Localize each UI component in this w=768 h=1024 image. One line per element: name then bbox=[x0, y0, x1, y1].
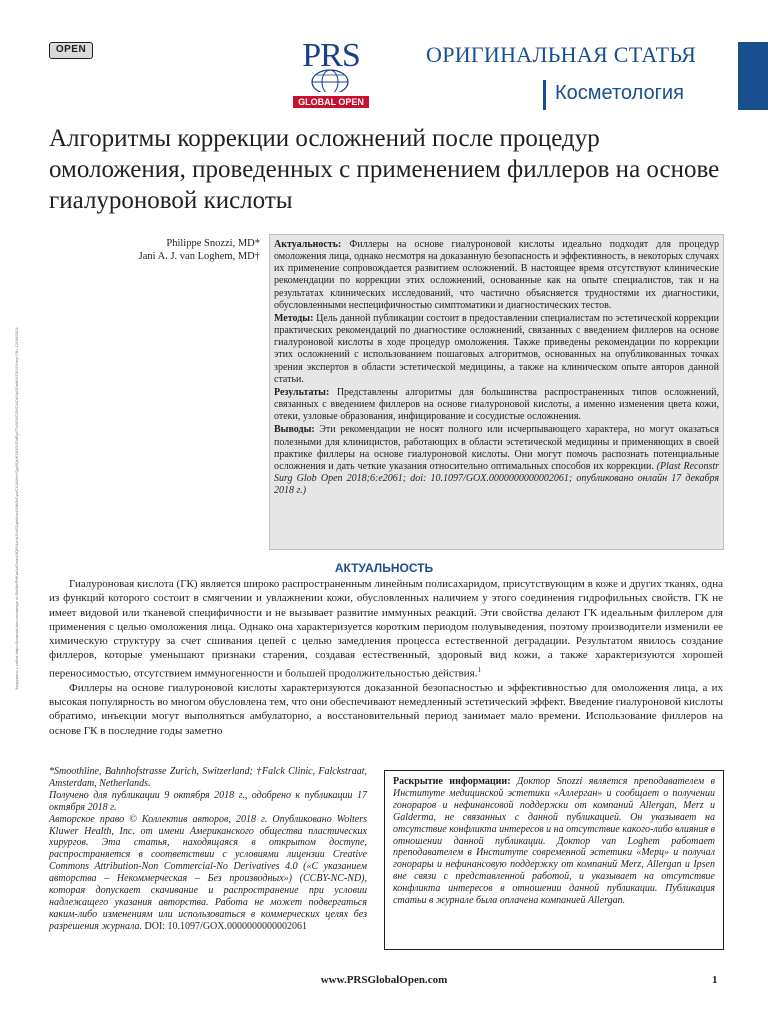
author-name: Jani A. J. van Loghem, MD† bbox=[138, 251, 260, 262]
affiliations: *Smoothline, Bahnhofstrasse Zurich, Switzerland; †Falck Clinic, Falckstraat, Amsterdam, Netherlands. bbox=[49, 766, 367, 789]
article-title: Алгоритмы коррекции осложнений после процедур омоложения, проведенных с применением филлеров на основе гиалуроновой кислоты bbox=[49, 125, 720, 214]
logo-subtitle: GLOBAL OPEN bbox=[293, 96, 369, 108]
abstract-text: Эти рекомендации не носят полного или исчерпывающего характера, но могут оказаться полезными для клиницистов, работающих в области эстетической медицины и применяющих в своей практике филлеры на основе гиалуроновой кислоты. Они могут помочь распознать потенциальные осложнения и дать четкие указания относительно оптимальных способов их коррекции. bbox=[274, 424, 719, 472]
subject-label: Косметология bbox=[555, 82, 684, 104]
disclosure-label: Раскрытие информации: bbox=[393, 776, 511, 787]
subject-box bbox=[543, 80, 723, 110]
copyright-text: Авторское право © Коллектив авторов, 2018 г. Опубликовано Wolters Kluwer Health, Inc. от имени Американского общества пластических хирургов. Эта статья, находящаяся в открытом доступе, распространяется в соответствии с условиями лицензии Creative Commons Attribution-Non Commercial-No Derivatives 4.0 («С указанием авторства – Некоммерческая – Без производных») (CCBY-NC-ND), которая допускает скачивание и распространение при условии надлежащего указания авторства. Работа не может подвергаться каким-либо изменениям или использоваться в коммерческих целях без разрешения журнала. bbox=[49, 813, 367, 932]
author-list bbox=[100, 237, 260, 263]
page-number: 1 bbox=[712, 974, 718, 986]
doi[interactable]: DOI: 10.1097/GOX.0000000000002061 bbox=[142, 920, 307, 932]
abstract-label: Выводы: bbox=[274, 424, 315, 436]
logo-text: PRS bbox=[302, 37, 360, 74]
abstract-text: Цель данной публикации состоит в предоставлении специалистам по эстетической коррекции практических рекомендаций по диагностике осложнений, связанных с введением филлеров на основе гиалуроновой кислоты в ходе процедур омоложения. Также приведены рекомендации по коррекции этих осложнений с использованием пошаговых алгоритмов, основанных на опубликованных точках зрения экспертов в области эстетической медицины, а также на клиническом опыте авторов данной статьи. bbox=[274, 312, 719, 385]
abstract-methods bbox=[274, 313, 719, 386]
body-paragraph: Филлеры на основе гиалуроновой кислоты характеризуются доказанной безопасностью и эффективностью для омоложения лица, а их высокая популярность во многом обусловлена тем, что они обеспечивают немедленный эстетический эффект. Введение гиалуроновой кислоты обратимо, инъекции могут выполняться амбулаторно, а восстановительный период занимает мало времени. Использование филлеров на основе ГК в последние годы заметно bbox=[49, 681, 723, 737]
section-heading: АКТУАЛЬНОСТЬ bbox=[334, 561, 434, 575]
abstract-label: Методы: bbox=[274, 312, 314, 324]
journal-url[interactable]: www.PRSGlobalOpen.com bbox=[320, 974, 448, 986]
abstract-conclusions bbox=[274, 424, 719, 497]
article-type: ОРИГИНАЛЬНАЯ СТАТЬЯ bbox=[426, 42, 697, 67]
abstract-background bbox=[274, 239, 719, 312]
header-accent-bar bbox=[738, 42, 768, 110]
open-access-badge: OPEN bbox=[49, 42, 93, 59]
body-paragraph bbox=[49, 577, 723, 681]
disclosure-box bbox=[384, 770, 724, 950]
abstract-label: Актуальность: bbox=[274, 239, 342, 250]
prs-global-open-logo bbox=[283, 37, 379, 107]
abstract-results bbox=[274, 387, 719, 423]
abstract-box bbox=[269, 234, 724, 550]
abstract-label: Результаты: bbox=[274, 386, 330, 398]
abstract-citation: (Plast Reconstr Surg Glob Open 2018;6:e2061; doi: 10.1097/GOX.0000000000002061; опубликовано онлайн 17 декабря 2018 г.) bbox=[274, 460, 720, 497]
abstract-text: Филлеры на основе гиалуроновой кислоты идеально подходят для процедур омоложения лица, однако несмотря на доказанную безопасность и эффективность, в некоторых случаях их применение сопровождается развитием осложнений. В настоящее время отсутствуют клинические рекомендации по коррекции этих осложнений, основанные как на опыте специалистов, так и на результатах клинических исследований, что частично объясняется трудностями их диагностики, обусловленными неспецифичностью симптоматики и диагностических тестов. bbox=[274, 239, 719, 311]
disclosure-text: Доктор Snozzi является преподавателем в Институте медицинской эстетики «Аллерган» и сообщает о получении гонораров и нефинансовой поддержки от компаний Allergan, Merz и Galderma, не связанных с данной публикацией. Он указывает на отсутствие конфликта интересов и на отсутствие какого-либо влияния в отношении данной публикации. Доктор van Loghem работает преподавателем в Институте современной эстетики «Мерц» и получал гонорары и нефинансовую поддержку от компаний Merz, Allergan и Ipsen вне связи с представленной работой, и указывает на отсутствие конфликта интересов в отношении данной публикации. Публикация статьи в журнале была оплачена компанией Allergan. bbox=[393, 776, 715, 907]
side-download-note: Загружено с сайта https://journals.lww.com/prsgo от Bh/MePHKav1zEoum1tQfN4a+kJLhEZgbsIHo4XMi0hCywCX1AWnYQp/IlQrHD3i3D0OdRyi7TvSFl4Cf3VC4/OAVpDDa8KKGKV0Ymy+78= 12/18/2024 bbox=[14, 327, 19, 690]
paragraph-text: Гиалуроновая кислота (ГК) является широко распространенным линейным полисахаридом, присутствующим в коже и других тканях, одна из функций которого состоит в смягчении и увлажнении кожи, обусловленных наличием у этого соединения гидрофильных свойств. ГК не имеет видовой или тканевой специфичности и не вызывает развитие иммунных реакций. Эти свойства делают ГК идеальным филлером для применения с целью омоложения лица. Однако она характеризуется коротким периодом полувыведения, поэтому производители изменили ее химическую структуру за счет сшивания цепей с целью замедления процесса естественной деградации. Результатом явилось создание филлеров, которые уменьшают признаки старения, создавая естественный, здоровый вид кожи, а также характеризуются хорошей переносимостью, отсутствием иммуногенности и большей продолжительностью действия. bbox=[49, 578, 723, 680]
copyright-notice bbox=[49, 814, 367, 933]
author-name: Philippe Snozzi, MD* bbox=[166, 238, 260, 249]
reference-marker[interactable]: 1 bbox=[477, 665, 481, 674]
body-text bbox=[49, 577, 723, 738]
footnotes bbox=[49, 766, 367, 933]
abstract-text: Представлены алгоритмы для большинства распространенных типов осложнений, связанных с введением филлеров на основе гиалуроновой кислоты, а именно изменения цвета кожи, отеки, узловые образования, инфицирование и сосудистые осложнения. bbox=[274, 386, 719, 423]
received-dates: Получено для публикации 9 октября 2018 г., одобрено к публикации 17 октября 2018 г. bbox=[49, 789, 367, 813]
